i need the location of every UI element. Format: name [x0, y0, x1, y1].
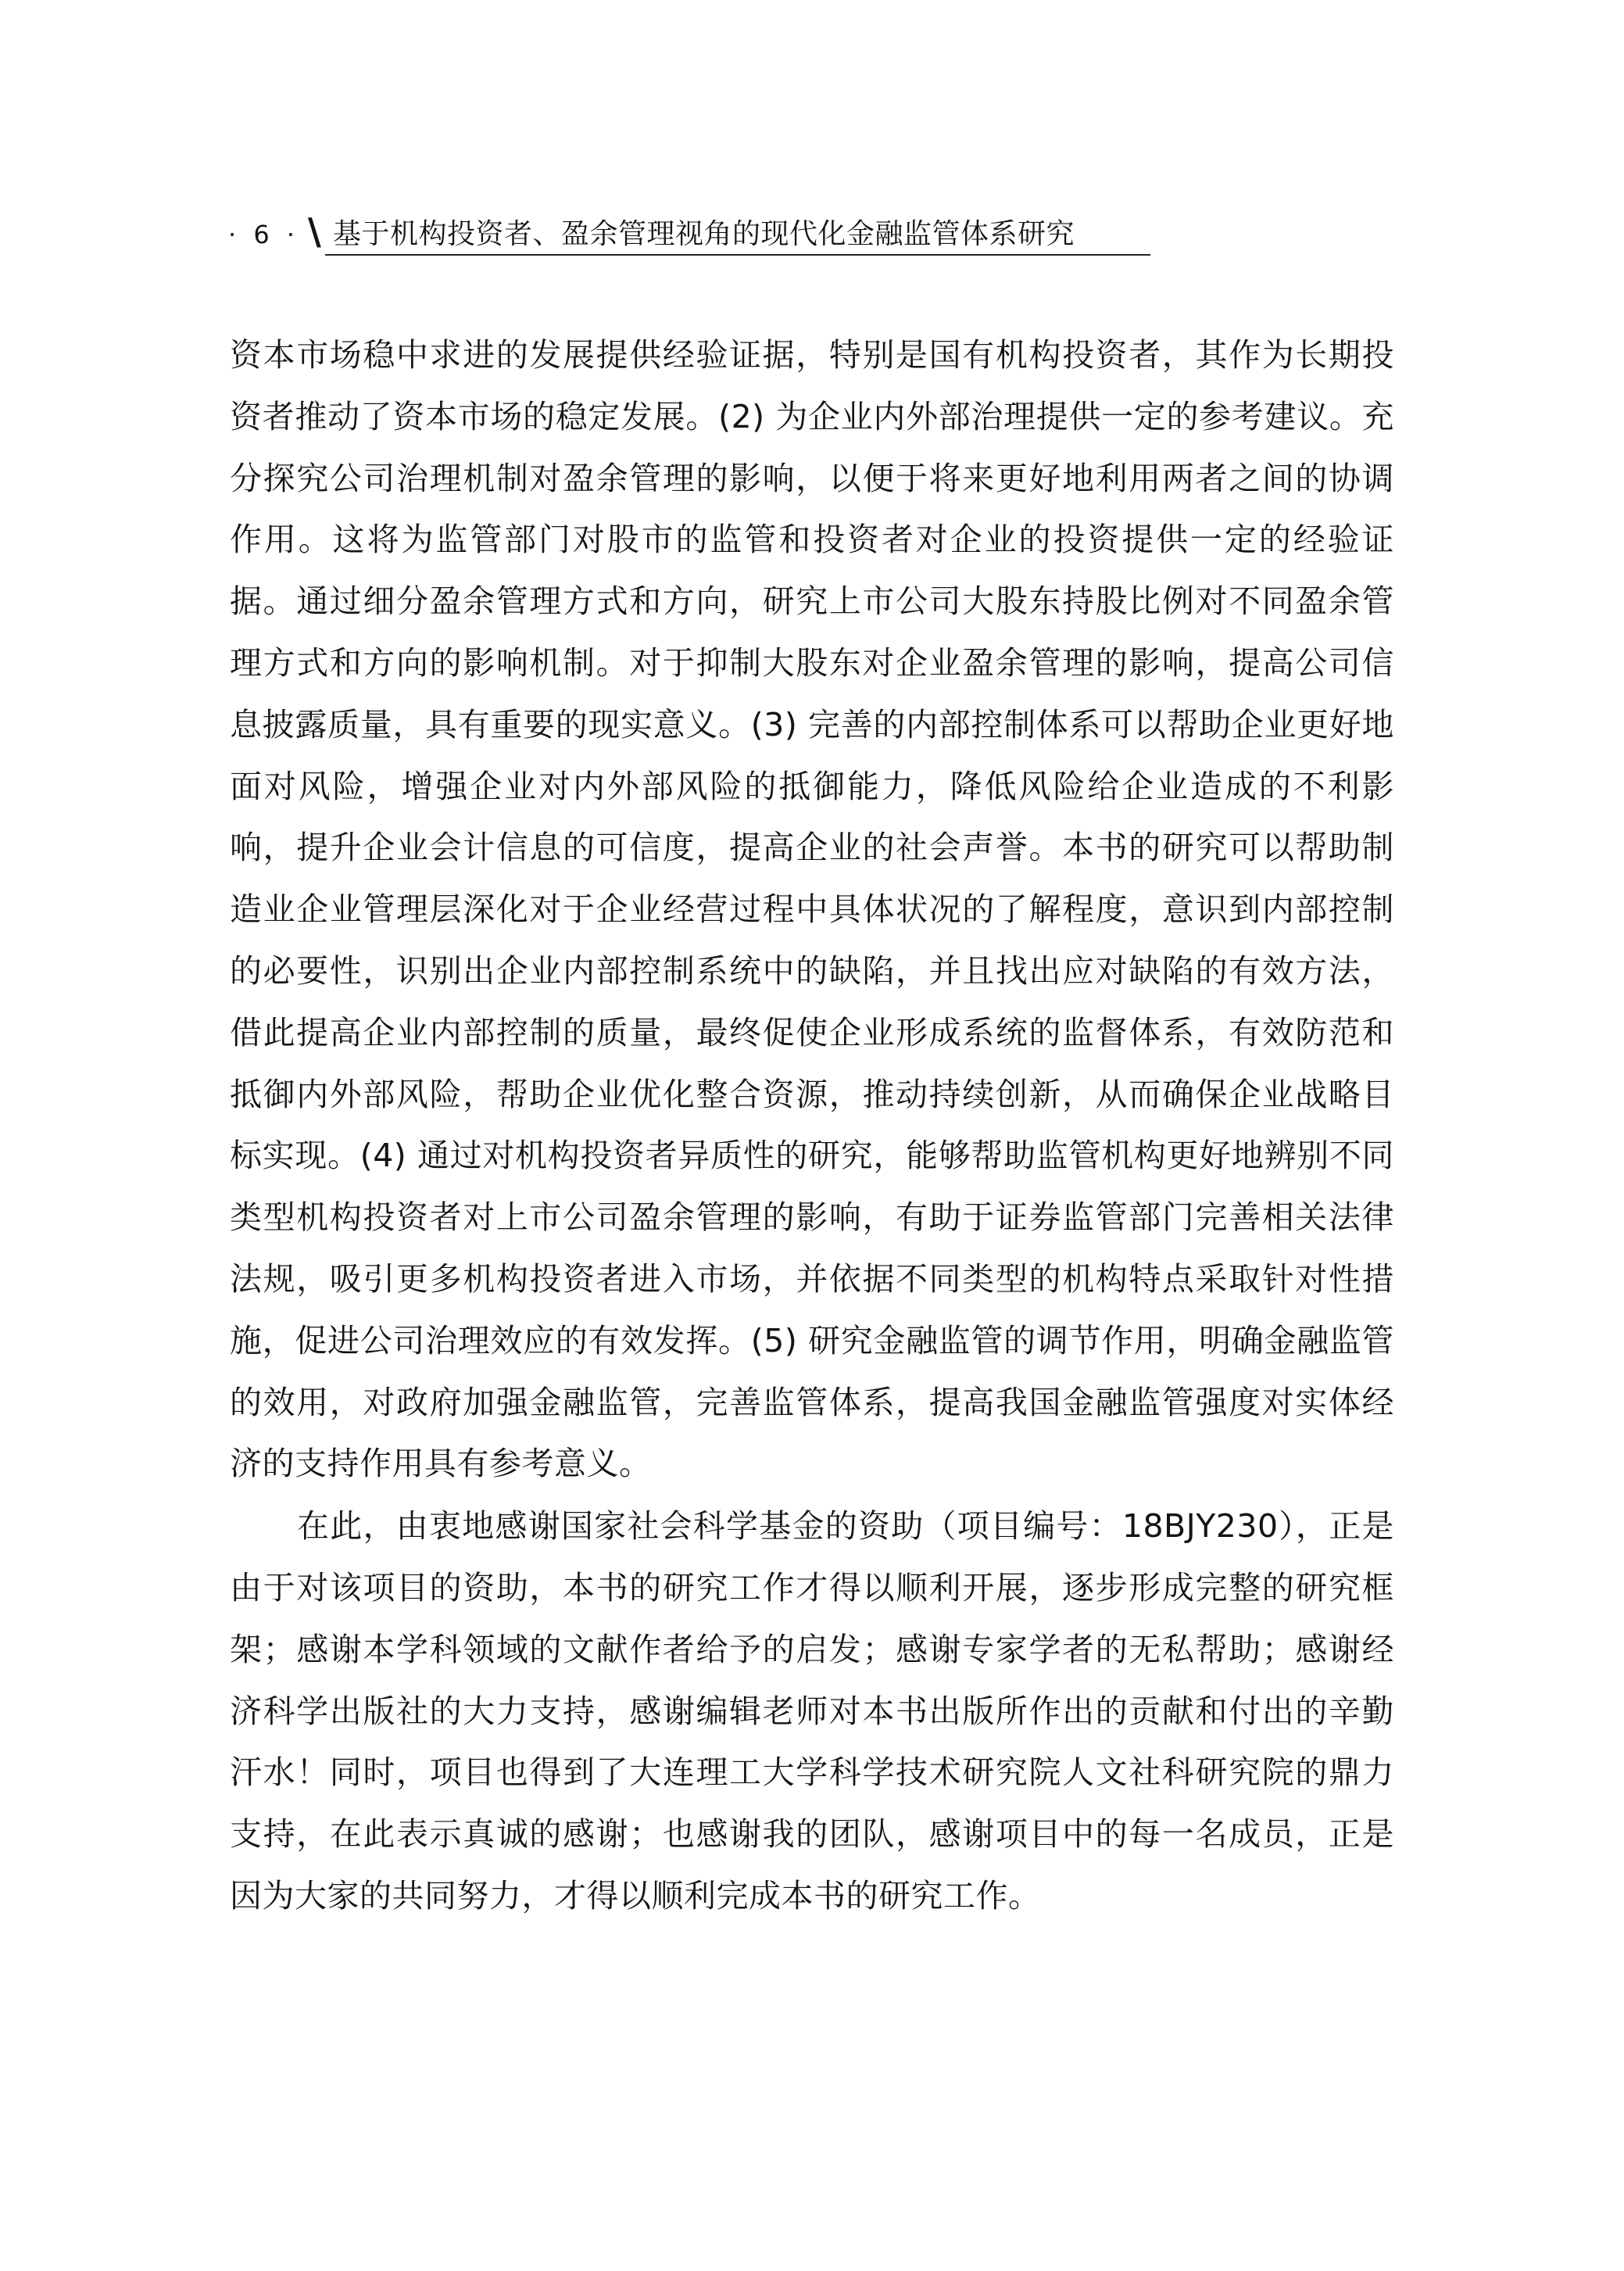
running-header [228, 210, 1150, 256]
page-number: · 6 · [228, 220, 300, 249]
header-rule [325, 254, 1150, 256]
header-slash-ornament: \ [308, 210, 321, 253]
paragraph-continued: 资本市场稳中求进的发展提供经验证据，特别是国有机构投资者，其作为长期投资者推动了资本市场的稳定发展。(2) 为企业内外部治理提供一定的参考建议。充分探究公司治理机制对盈余管理的影响，以便于将来更好地利用两者之间的协调作用。这将为监管部门对股市的监管和投资者对企业的投资提供一定的经验证据。通过细分盈余管理方式和方向，研究上市公司大股东持股比例对不同盈余管理方式和方向的影响机制。对于抑制大股东对企业盈余管理的影响，提高公司信息披露质量，具有重要的现实意义。(3) 完善的内部控制体系可以帮助企业更好地面对风险，增强企业对内外部风险的抵御能力，降低风险给企业造成的不利影响，提升企业会计信息的可信度，提高企业的社会声誉。本书的研究可以帮助制造业企业管理层深化对于企业经营过程中具体状况的了解程度，意识到内部控制的必要性，识别出企业内部控制系统中的缺陷，并且找出应对缺陷的有效方法，借此提高企业内部控制的质量，最终促使企业形成系统的监督体系，有效防范和抵御内外部风险，帮助企业优化整合资源，推动持续创新，从而确保企业战略目标实现。(4) 通过对机构投资者异质性的研究，能够帮助监管机构更好地辨别不同类型机构投资者对上市公司盈余管理的影响，有助于证券监管部门完善相关法律法规，吸引更多机构投资者进入市场，并依据不同类型的机构特点采取针对性措施，促进公司治理效应的有效发挥。(5) 研究金融监管的调节作用，明确金融监管的效用，对政府加强金融监管，完善监管体系，提高我国金融监管强度对实体经济的支持作用具有参考意义。 [230, 336, 1394, 1483]
running-header-title: 基于机构投资者、盈余管理视角的现代化金融监管体系研究 [333, 218, 1075, 250]
body-text [230, 324, 1394, 1927]
paragraph-acknowledgements: 在此，由衷地感谢国家社会科学基金的资助（项目编号：18BJY230），正是由于对该项目的资助，本书的研究工作才得以顺利开展，逐步形成完整的研究框架；感谢本学科领域的文献作者给予的启发；感谢专家学者的无私帮助；感谢经济科学出版社的大力支持，感谢编辑老师对本书出版所作出的贡献和付出的辛勤汗水！同时，项目也得到了大连理工大学科学技术研究院人文社科研究院的鼎力支持，在此表示真诚的感谢；也感谢我的团队，感谢项目中的每一名成员，正是因为大家的共同努力，才得以顺利完成本书的研究工作。 [230, 1507, 1394, 1915]
